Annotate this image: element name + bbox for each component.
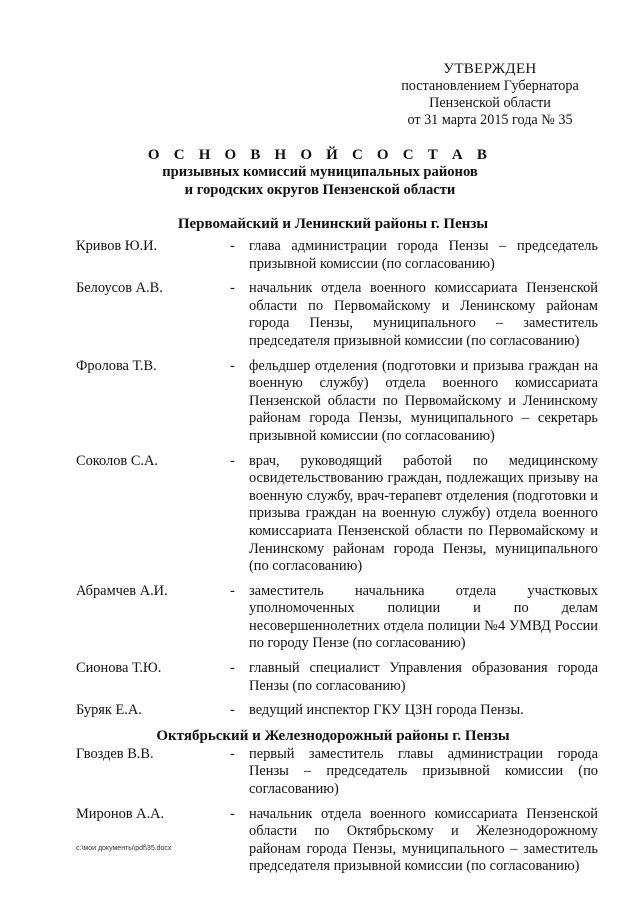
member-position: главный специалист Управления образования города Пензы (по согласованию): [249, 660, 598, 694]
member-name: Миронов А.А.: [76, 805, 165, 822]
member-name: Кривов Ю.И.: [76, 238, 158, 254]
member-position: ведущий инспектор ГКУ ЦЗН города Пензы.: [249, 702, 524, 719]
member-position: начальник отдела военного комиссариата Пензенской области по Первомайскому и Ленинскому районам города Пензы, муниципального – заместитель председателя призывной комиссии (по согласованию): [249, 280, 598, 349]
member-name: Сионова Т.Ю.: [76, 660, 162, 677]
member-dash: -: [230, 357, 235, 374]
member-row: [0, 746, 640, 799]
member-dash: -: [230, 805, 235, 822]
member-name: Гвоздев В.В.: [76, 745, 154, 762]
approval-stamp: [380, 61, 600, 129]
file-path-footer: c:\мои документы\pdf\35.docx: [76, 845, 172, 852]
approval-title: УТВЕРЖДЕН: [443, 61, 537, 77]
member-name: Фролова Т.В.: [76, 357, 157, 374]
member-position: фельдшер отделения (подготовки и призыва граждан на военную службу) отдела военного комиссариата Пензенской области по Первомайскому и Ленинскому районам города Пензы, муниципального – секретарь призывной комиссии (по согласованию): [249, 357, 598, 444]
member-position: начальник отдела военного комиссариата Пензенской области по Октябрьскому и Железнодорожному районам города Пензы, муниципального – заместитель председателя призывной комиссии (по согласованию): [249, 805, 598, 875]
member-position: врач, руководящий работой по медицинскому освидетельствованию граждан, подлежащих призыву на военную службу, врач-терапевт отделения (подготовки и призыва граждан на военную службу) отдела военного комиссариата Пензенской области по Первомайскому и Ленинскому районам города Пензы, муниципального (по согласованию): [249, 452, 598, 575]
member-name: Белоусов А.В.: [76, 280, 163, 297]
document-body: [0, 215, 640, 883]
member-name: Соколов С.А.: [76, 452, 159, 469]
member-position: заместитель начальника отдела участковых уполномоченных полиции и по делам несовершеннолетних отдела полиции №4 УМВД России по городу Пензе (по согласованию): [249, 582, 598, 652]
member-name: Буряк Е.А.: [76, 702, 142, 719]
member-position: первый заместитель главы администрации города Пензы – председатель призывной комиссии (по согласованию): [249, 745, 598, 798]
member-dash: -: [230, 238, 235, 254]
approval-line-4: от 31 марта 2015 года № 35: [407, 112, 573, 128]
member-row: [0, 238, 640, 273]
title-main: О С Н О В Н О Й С О С Т А В: [147, 147, 493, 163]
title-line-3: и городских округов Пензенской области: [184, 181, 456, 198]
member-dash: -: [230, 745, 235, 762]
section-heading: Первомайский и Ленинский районы г. Пензы: [177, 216, 489, 232]
member-dash: -: [230, 702, 235, 719]
title-line-2: призывных комиссий муниципальных районов: [162, 164, 478, 180]
member-row: [0, 583, 640, 653]
document-title: [0, 146, 640, 199]
approval-line-2: постановлением Губернатора: [401, 78, 579, 94]
member-dash: -: [230, 452, 235, 469]
member-dash: -: [230, 660, 235, 677]
approval-line-3: Пензенской области: [429, 95, 551, 111]
member-row: [0, 702, 640, 720]
member-position: глава администрации города Пензы – председатель призывной комиссии (по согласованию): [249, 238, 598, 272]
member-dash: -: [230, 280, 235, 297]
section-heading: Октябрьский и Железнодорожный районы г. Пензы: [156, 727, 510, 744]
member-name: Абрамчев А.И.: [76, 582, 168, 599]
member-row: [0, 453, 640, 576]
member-row: [0, 660, 640, 695]
member-row: [0, 806, 640, 876]
member-row: [0, 280, 640, 350]
member-row: [0, 358, 640, 446]
member-dash: -: [230, 582, 235, 599]
